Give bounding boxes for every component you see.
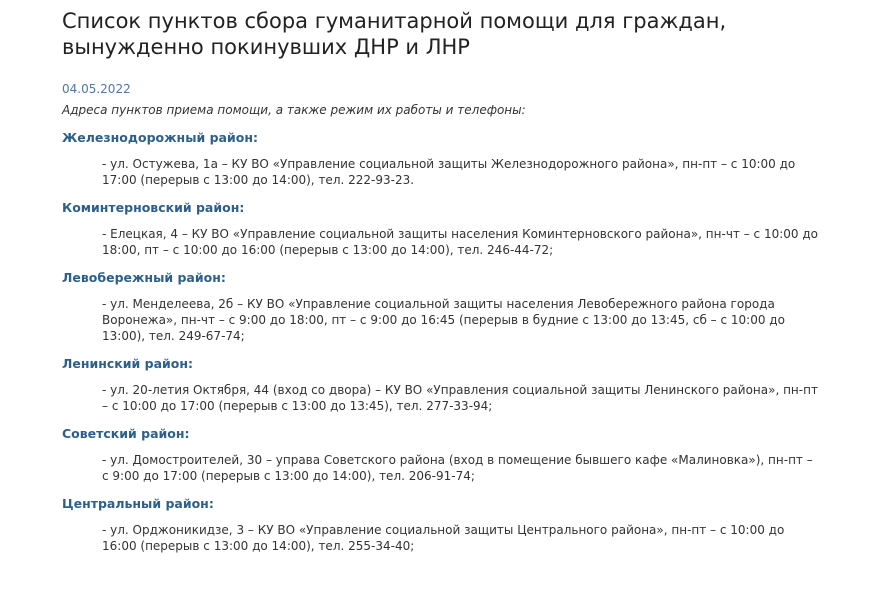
district-heading: Железнодорожный район: — [62, 130, 258, 145]
district-address: - Елецкая, 4 – КУ ВО «Управление социальной защиты населения Коминтерновского района», пн-чт – с 10:00 до 18:00, пт – с 10:00 до 16:00 (перерыв с 13:00 до 14:00), тел. 246-44-72; — [102, 227, 818, 257]
district-address: - ул. Остужева, 1а – КУ ВО «Управление социальной защиты Железнодорожного района», пн-пт – с 10:00 до 17:00 (перерыв с 13:00 до 14:00), тел. 222-93-23. — [102, 157, 796, 187]
district-section — [62, 496, 862, 554]
district-heading: Ленинский район: — [62, 356, 194, 371]
district-address: - ул. Орджоникидзе, 3 – КУ ВО «Управление социальной защиты Центрального района», пн-пт – с 10:00 до 16:00 (перерыв с 13:00 до 14:00), тел. 255-34-40; — [102, 523, 785, 553]
district-heading: Левобережный район: — [62, 270, 226, 285]
district-section — [62, 200, 862, 258]
intro-text: Адреса пунктов приема помощи, а также режим их работы и телефоны: — [62, 103, 526, 117]
district-address: - ул. Менделеева, 2б – КУ ВО «Управление социальной защиты населения Левобережного района города Воронежа», пн-чт – с 9:00 до 18:00, пт – с 9:00 до 16:45 (перерыв в будние с 13:00 до 13:45, сб – с 10:00 до 13:00), тел. 249-67-74; — [102, 297, 785, 343]
district-heading: Советский район: — [62, 426, 190, 441]
district-section — [62, 130, 862, 188]
district-section — [62, 356, 862, 414]
page-title: Список пунктов сбора гуманитарной помощи для граждан, вынужденно покинувших ДНР и ЛНР — [62, 9, 727, 59]
district-section — [62, 426, 862, 484]
district-heading: Коминтерновский район: — [62, 200, 245, 215]
district-address: - ул. 20-летия Октября, 44 (вход со двора) – КУ ВО «Управления социальной защиты Ленинского района», пн-пт – с 10:00 до 17:00 (перерыв с 13:00 до 13:45), тел. 277-33-94; — [102, 383, 818, 413]
district-heading: Центральный район: — [62, 496, 214, 511]
publication-date: 04.05.2022 — [62, 82, 131, 96]
district-address: - ул. Домостроителей, 30 – управа Советского района (вход в помещение бывшего кафе «Малиновка»), пн-пт – с 9:00 до 17:00 (перерыв с 13:00 до 14:00), тел. 206-91-74; — [102, 453, 813, 483]
district-section — [62, 270, 862, 344]
